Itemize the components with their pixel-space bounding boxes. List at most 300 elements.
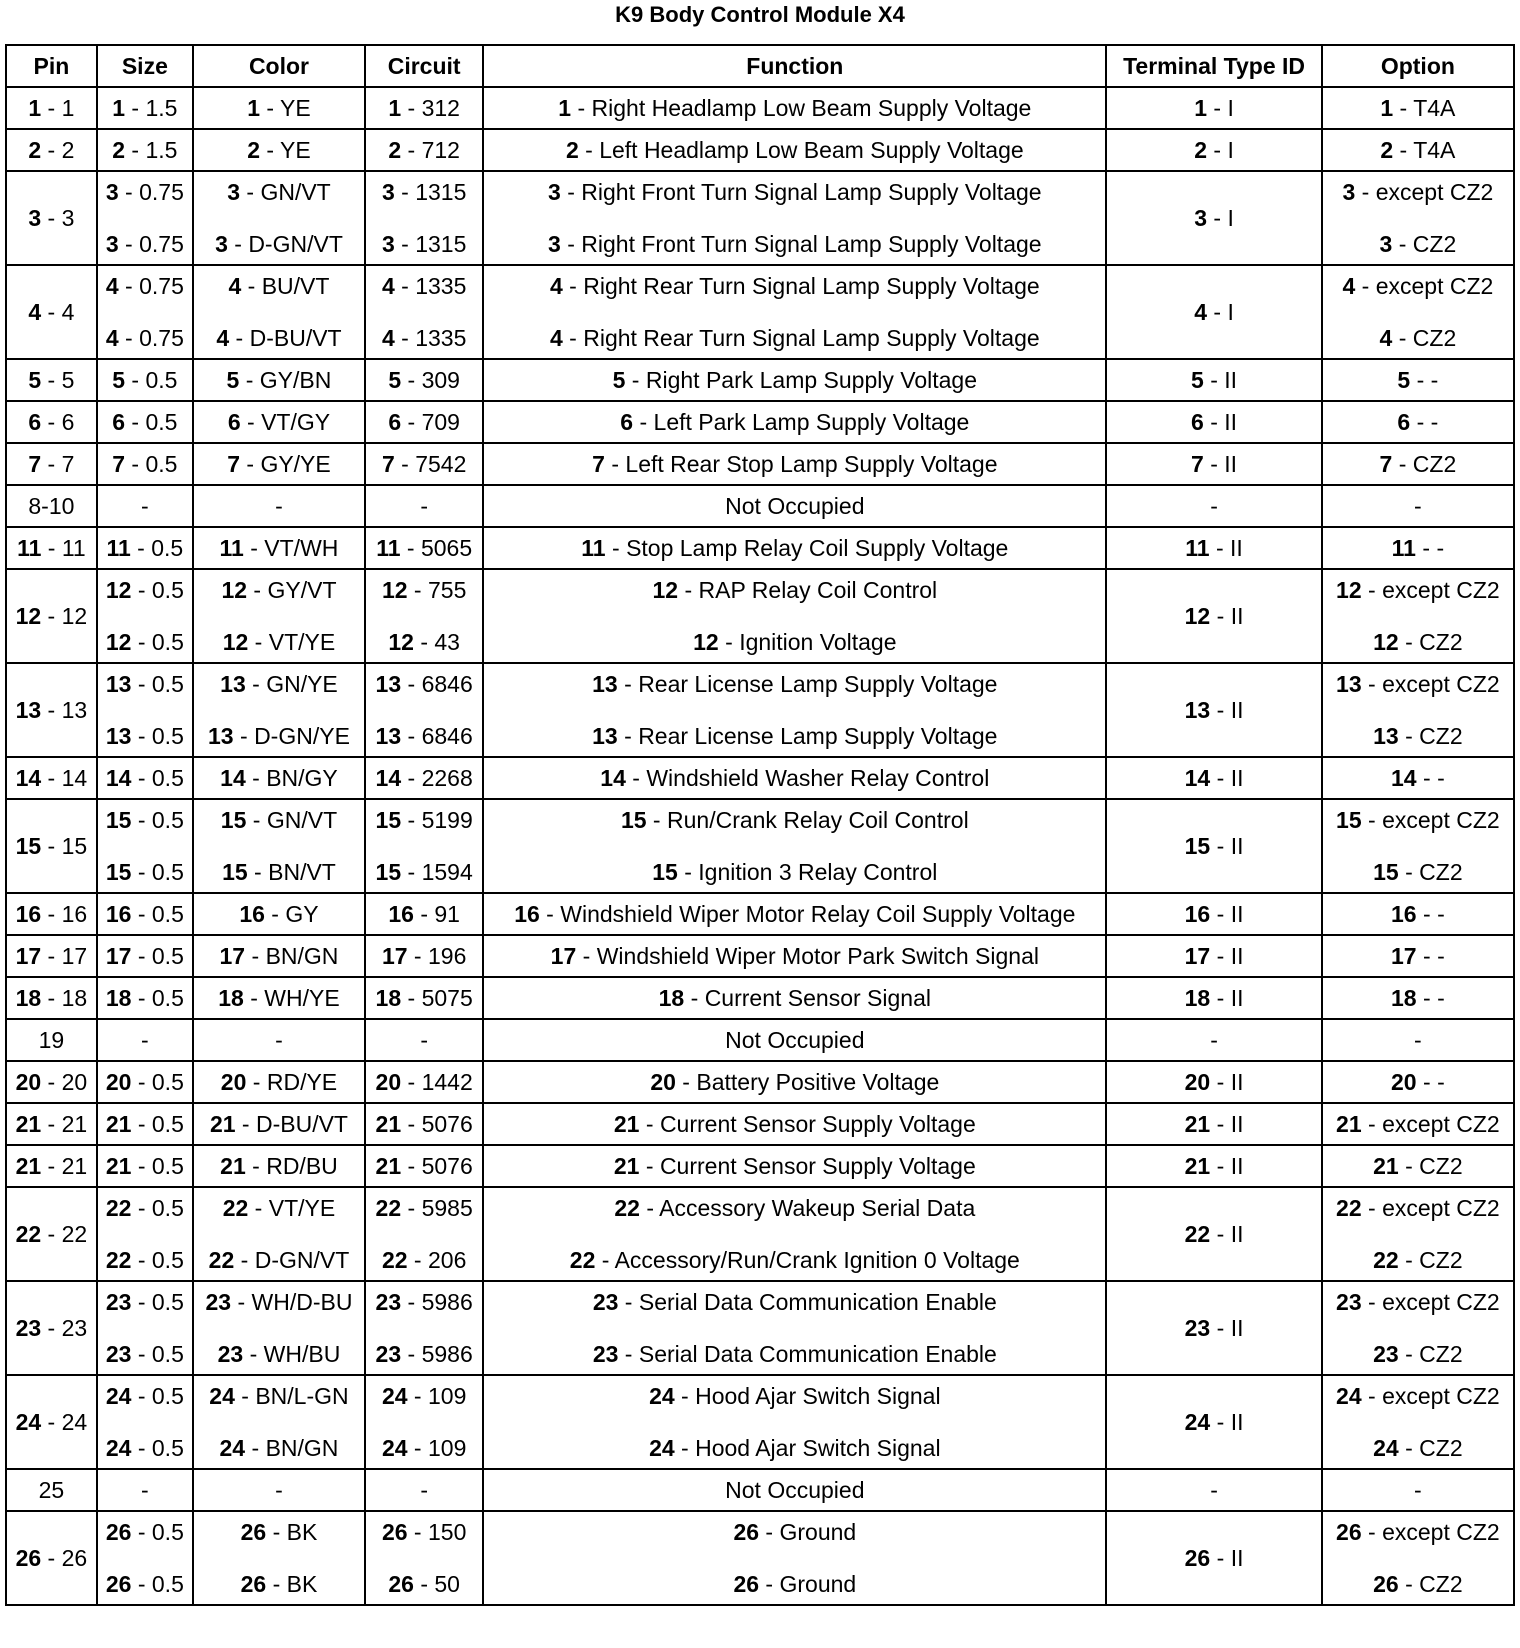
sep: - [41, 450, 62, 477]
cell-line [1323, 178, 1513, 206]
cell-line [1323, 94, 1513, 122]
cell-line [1323, 984, 1513, 1012]
size-cell [97, 1061, 193, 1103]
color-cell [193, 265, 365, 359]
pin-number: 16 [1391, 901, 1417, 927]
sep: - [617, 723, 639, 749]
header-function: Function [483, 45, 1106, 87]
sep: - [1210, 942, 1231, 969]
cell-line [1323, 1068, 1513, 1096]
table-row [6, 935, 1514, 977]
pin-number: 18 [218, 985, 244, 1011]
sep: - [413, 901, 435, 927]
option-cell [1322, 401, 1514, 443]
cell-value: Rear License Lamp Supply Voltage [638, 671, 998, 697]
cell-value: 7 [61, 450, 75, 477]
function-cell [483, 1103, 1106, 1145]
cell-value: except CZ2 [1382, 1289, 1500, 1315]
terminal-type-cell [1106, 1281, 1321, 1375]
cell-line [1323, 942, 1513, 970]
circuit-cell [365, 893, 483, 935]
cell-line [194, 900, 364, 928]
cell-value: except CZ2 [1382, 807, 1500, 833]
cell-line [98, 366, 192, 394]
terminal-type-cell [1106, 799, 1321, 893]
pin-number: 6 [620, 409, 634, 435]
sep: - [131, 765, 152, 791]
cell-value: CZ2 [1419, 723, 1463, 749]
option-cell [1322, 757, 1514, 799]
sep: - [1410, 367, 1431, 393]
pin-number: 23 [1336, 1289, 1362, 1315]
sep: - [684, 985, 705, 1011]
pin-number: 22 [381, 1247, 408, 1273]
sep: - [578, 137, 600, 163]
cell-value: 1315 [415, 179, 467, 205]
sep: - [401, 409, 422, 435]
pin-number: 20 [375, 1069, 402, 1095]
cell-value: 5199 [421, 807, 473, 833]
cell-value: BN/GY [266, 765, 338, 791]
pin-number: 15 [220, 807, 247, 833]
sep: - [234, 1247, 255, 1273]
cell-value: - [1436, 535, 1445, 561]
cell-line [194, 576, 364, 604]
pin-number: 12 [105, 577, 132, 603]
cell-value: CZ2 [1419, 1571, 1463, 1597]
pin-number: 3 [548, 179, 561, 205]
sep: - [125, 409, 146, 435]
pin-number: 24 [209, 1383, 235, 1409]
cell-line [484, 722, 1105, 750]
header-terminal-type-id: Terminal Type ID [1106, 45, 1321, 87]
sep: - [243, 985, 265, 1011]
sep: - [1207, 298, 1228, 325]
cell-value: 0.75 [139, 231, 184, 257]
sep: - [248, 1195, 269, 1221]
pinout-table [5, 44, 1515, 1606]
sep: - [618, 1289, 639, 1315]
sep: - [245, 943, 266, 969]
sep: - [1207, 204, 1228, 231]
option-cell [1322, 359, 1514, 401]
sep: - [1398, 1435, 1420, 1461]
cell-line [1323, 858, 1513, 886]
cell-value: 709 [421, 409, 460, 435]
sep: - [1398, 1247, 1420, 1273]
terminal-type-cell [1106, 977, 1321, 1019]
pin-number: 1 [247, 95, 260, 121]
pin-number: 11 [1185, 534, 1210, 561]
pin-number: 22 [1373, 1247, 1399, 1273]
sep: - [245, 1435, 266, 1461]
sep: - [131, 671, 152, 697]
size-cell [97, 757, 193, 799]
sep: - [234, 1383, 256, 1409]
pin-number: 1 [388, 95, 402, 121]
sep: - [266, 1571, 287, 1597]
sep: - [1398, 1341, 1420, 1367]
cell-line [194, 272, 364, 300]
circuit-cell [365, 757, 483, 799]
sep: - [125, 95, 146, 121]
pin-number: 13 [375, 671, 402, 697]
terminal-type-cell [1106, 443, 1321, 485]
sep: - [1398, 1153, 1420, 1179]
pin-number: 5 [28, 366, 42, 393]
sep: - [1416, 1069, 1438, 1095]
pin-number: 12 [1336, 577, 1362, 603]
terminal-type-cell [1106, 87, 1321, 129]
table-row [6, 485, 1514, 527]
pin-number: 4 [1342, 273, 1356, 299]
cell-line [366, 670, 482, 698]
terminal-type-cell [1106, 569, 1321, 663]
cell-value: BN/VT [268, 859, 336, 885]
circuit-cell [365, 1281, 483, 1375]
cell-value: 5985 [421, 1195, 473, 1221]
cell-line [366, 366, 482, 394]
cell-value: Hood Ajar Switch Signal [695, 1435, 941, 1461]
pin-number: 16 [239, 901, 265, 927]
cell-line [1323, 576, 1513, 604]
cell-line [366, 1518, 482, 1546]
pin-number: 5 [112, 367, 126, 393]
cell-value: Windshield Wiper Motor Park Switch Signal [596, 943, 1039, 969]
sep: - [407, 1519, 428, 1545]
pin-number: 6 [28, 408, 42, 435]
cell-value: - [1437, 943, 1445, 969]
pin-number: 14 [15, 764, 42, 791]
pin-number: 15 [222, 859, 248, 885]
cell-value: 0.5 [151, 535, 184, 561]
color-cell [193, 935, 365, 977]
circuit-cell [365, 935, 483, 977]
pin-cell [6, 359, 97, 401]
header-color: Color [193, 45, 365, 87]
color-cell [193, 171, 365, 265]
cell-value: 1335 [415, 273, 467, 299]
function-cell: Not Occupied [483, 1469, 1106, 1511]
cell-line [1323, 1246, 1513, 1274]
sep: - [675, 1069, 697, 1095]
sep: - [674, 1383, 696, 1409]
pin-number: 22 [15, 1220, 42, 1247]
pin-number: 24 [381, 1383, 408, 1409]
cell-line [194, 534, 364, 562]
pin-number: 26 [388, 1571, 414, 1597]
size-cell [97, 977, 193, 1019]
option-cell [1322, 663, 1514, 757]
cell-line [1323, 534, 1513, 562]
sep: - [235, 1111, 256, 1137]
pin-number: 1 [558, 95, 572, 121]
cell-value: VT/YE [268, 629, 336, 655]
cell-value: Ground [779, 1519, 857, 1545]
sep: - [41, 94, 62, 121]
cell-value: 0.75 [139, 179, 184, 205]
pin-number: 18 [15, 984, 42, 1011]
sep: - [130, 535, 152, 561]
cell-line [1323, 1110, 1513, 1138]
option-cell [1322, 527, 1514, 569]
sep: - [118, 325, 140, 351]
pin-number: 23 [105, 1289, 132, 1315]
cell-value: 0.5 [151, 1571, 184, 1597]
cell-value: II [1230, 1544, 1244, 1571]
cell-line [484, 628, 1105, 656]
cell-value: II [1230, 942, 1244, 969]
sep: - [41, 602, 62, 629]
pin-number: 2 [1194, 136, 1208, 163]
cell-value: GY/YE [260, 451, 331, 477]
pin-cell [6, 1281, 97, 1375]
function-cell [483, 757, 1106, 799]
pin-number: 26 [240, 1519, 267, 1545]
pin-number: 7 [1379, 451, 1393, 477]
circuit-cell [365, 663, 483, 757]
circuit-cell [365, 1103, 483, 1145]
sep: - [131, 985, 152, 1011]
pin-number: 4 [549, 325, 563, 351]
cell-value: T4A [1413, 95, 1456, 121]
pin-number: 6 [1397, 409, 1411, 435]
pin-number: 23 [105, 1341, 132, 1367]
cell-line [366, 722, 482, 750]
pin-number: 13 [15, 696, 42, 723]
cell-line [1323, 1288, 1513, 1316]
cell-line [194, 1110, 364, 1138]
sep: - [266, 1519, 287, 1545]
pin-number: 5 [1191, 366, 1204, 393]
sep: - [131, 1247, 152, 1273]
sep: - [678, 577, 699, 603]
sep: - [243, 1341, 264, 1367]
pin-number: 12 [1373, 629, 1399, 655]
cell-value: GY/BN [259, 367, 332, 393]
sep: - [125, 451, 146, 477]
pin-number: 6 [227, 409, 241, 435]
sep: - [401, 1069, 422, 1095]
sep: - [718, 629, 740, 655]
pin-number: 12 [105, 629, 132, 655]
pin-number: 15 [15, 832, 42, 859]
pin-cell [6, 265, 97, 359]
cell-value: RD/YE [266, 1069, 338, 1095]
cell-value: II [1230, 1314, 1244, 1341]
pin-number: 12 [381, 577, 408, 603]
sep: - [401, 1111, 422, 1137]
cell-line [484, 576, 1105, 604]
pin-number: 20 [220, 1069, 247, 1095]
cell-value: 1 [61, 94, 75, 121]
table-row [6, 1061, 1514, 1103]
pin-number: 20 [105, 1069, 132, 1095]
cell-line [194, 1518, 364, 1546]
pin-number: 21 [15, 1152, 42, 1179]
terminal-type-cell [1106, 1145, 1321, 1187]
color-cell [193, 663, 365, 757]
color-cell: - [193, 1019, 365, 1061]
pin-number: 17 [15, 942, 42, 969]
cell-value: 150 [428, 1519, 467, 1545]
cell-line [366, 136, 482, 164]
cell-line [194, 450, 364, 478]
cell-value: II [1224, 366, 1238, 393]
cell-line [194, 1288, 364, 1316]
color-cell: - [193, 485, 365, 527]
sep: - [759, 1571, 780, 1597]
table-row [6, 1469, 1514, 1511]
sep: - [639, 1195, 660, 1221]
pin-number: 16 [388, 901, 414, 927]
sep: - [131, 1111, 152, 1137]
pin-number: 5 [1397, 367, 1411, 393]
pin-number: 1 [1194, 94, 1208, 121]
sep: - [125, 367, 146, 393]
cell-value: 755 [428, 577, 467, 603]
circuit-cell [365, 171, 483, 265]
cell-line [484, 178, 1105, 206]
sep: - [240, 409, 262, 435]
sep: - [41, 136, 62, 163]
pin-cell [6, 1061, 97, 1103]
cell-value: 6846 [421, 671, 473, 697]
cell-line [98, 272, 192, 300]
cell-line [366, 1194, 482, 1222]
sep: - [1355, 179, 1376, 205]
cell-line [484, 670, 1105, 698]
sep: - [241, 273, 262, 299]
pin-cell [6, 1145, 97, 1187]
sep: - [41, 1314, 62, 1341]
function-cell [483, 87, 1106, 129]
cell-value: 11 [61, 534, 86, 561]
pin-number: 14 [220, 765, 246, 791]
cell-line [484, 984, 1105, 1012]
cell-value: 0.5 [151, 1195, 184, 1221]
cell-value: CZ2 [1412, 451, 1457, 477]
sep: - [131, 859, 152, 885]
cell-value: 6846 [421, 723, 473, 749]
sep: - [560, 179, 582, 205]
sep: - [1210, 696, 1231, 723]
terminal-type-cell [1106, 893, 1321, 935]
terminal-type-cell [1106, 527, 1321, 569]
cell-value: 3 [61, 204, 75, 231]
cell-value: Stop Lamp Relay Coil Supply Voltage [626, 535, 1009, 561]
cell-value: 0.5 [151, 1289, 184, 1315]
pin-cell [6, 569, 97, 663]
cell-value: 2 [61, 136, 75, 163]
sep: - [131, 1289, 152, 1315]
pin-number: 15 [375, 807, 402, 833]
sep: - [245, 671, 267, 697]
cell-value: D-BU/VT [249, 325, 342, 351]
sep: - [1392, 231, 1413, 257]
terminal-type-cell [1106, 935, 1321, 977]
pin-number: 6 [1191, 408, 1204, 435]
table-row [6, 443, 1514, 485]
sep: - [231, 1289, 252, 1315]
pin-number: 22 [569, 1247, 596, 1273]
cell-line [194, 1340, 364, 1368]
sep: - [759, 1519, 780, 1545]
sep: - [401, 1289, 422, 1315]
cell-value: Accessory Wakeup Serial Data [659, 1195, 976, 1221]
cell-value: 21 [61, 1152, 88, 1179]
sep: - [646, 807, 667, 833]
sep: - [246, 807, 267, 833]
size-cell [97, 663, 193, 757]
cell-line [98, 628, 192, 656]
pin-number: 13 [592, 723, 618, 749]
sep: - [131, 1069, 152, 1095]
cell-value: 206 [428, 1247, 467, 1273]
cell-line [366, 858, 482, 886]
size-cell [97, 1103, 193, 1145]
pin-number: 4 [105, 325, 119, 351]
terminal-type-cell [1106, 401, 1321, 443]
pin-number: 23 [217, 1341, 244, 1367]
table-row [6, 1103, 1514, 1145]
sep: - [1398, 1571, 1420, 1597]
sep: - [41, 1110, 62, 1137]
pin-number: 26 [1184, 1544, 1211, 1571]
cell-value: GY/VT [267, 577, 337, 603]
option-cell [1322, 1145, 1514, 1187]
cell-value: 312 [421, 95, 460, 121]
sep: - [576, 943, 597, 969]
pin-number: 17 [219, 943, 246, 969]
pin-number: 22 [105, 1247, 132, 1273]
sep: - [400, 535, 421, 561]
pin-number: 7 [592, 451, 605, 477]
cell-line [366, 94, 482, 122]
size-cell [97, 87, 193, 129]
cell-value: 0.5 [151, 629, 184, 655]
option-cell [1322, 977, 1514, 1019]
cell-line [98, 1288, 192, 1316]
circuit-cell: - [365, 1469, 483, 1511]
pin-number: 4 [228, 273, 242, 299]
sep: - [625, 367, 646, 393]
sep: - [248, 629, 269, 655]
pin-number: 12 [221, 577, 248, 603]
option-cell [1322, 1187, 1514, 1281]
circuit-cell [365, 359, 483, 401]
cell-line [194, 1068, 364, 1096]
sep: - [394, 451, 416, 477]
cell-value: 5076 [421, 1111, 473, 1137]
cell-value: 0.5 [151, 765, 184, 791]
table-row [6, 569, 1514, 663]
cell-value: 17 [61, 942, 88, 969]
pin-number: 12 [652, 577, 679, 603]
pin-number: 11 [106, 535, 131, 561]
pin-number: 24 [219, 1435, 246, 1461]
size-cell [97, 129, 193, 171]
pin-number: 22 [1184, 1220, 1211, 1247]
sep: - [264, 901, 286, 927]
sep: - [131, 943, 152, 969]
sep: - [41, 366, 62, 393]
sep: - [1210, 1408, 1231, 1435]
pin-number: 3 [105, 231, 119, 257]
cell-value: II [1230, 602, 1244, 629]
option-cell: - [1322, 1019, 1514, 1061]
cell-value: 16 [61, 900, 88, 927]
